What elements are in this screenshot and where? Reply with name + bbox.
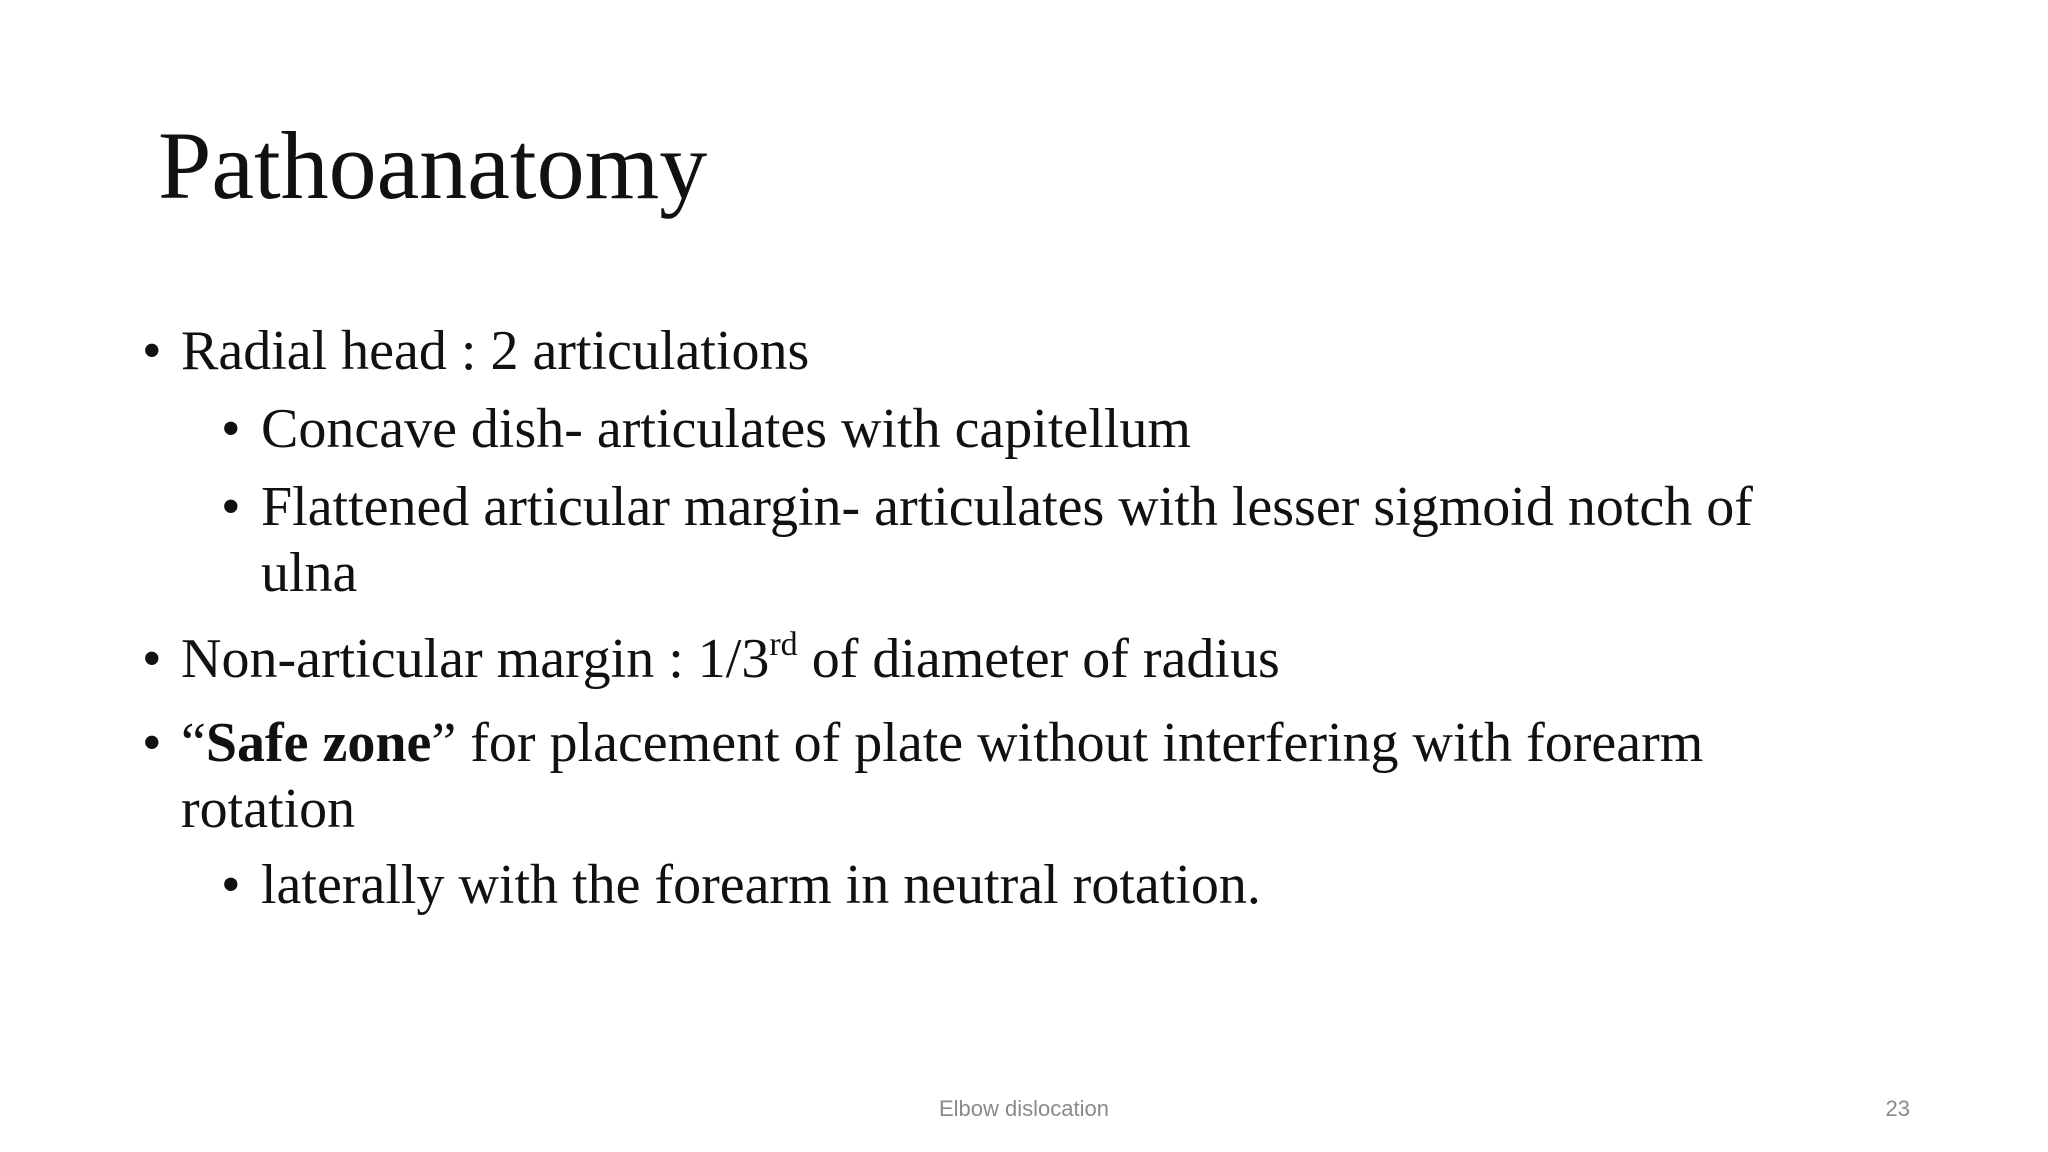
non-articular-text: Non-articular margin : 1/3: [181, 628, 770, 690]
slide-title: Pathoanatomy: [158, 112, 708, 219]
bullet-marker: •: [142, 320, 162, 382]
open-quote: “: [181, 712, 206, 774]
sub-bullet-marker: •: [221, 476, 241, 538]
sub-bullet-marker: •: [221, 854, 241, 916]
sub-bullet-flattened-margin: Flattened articular margin- articulates with lesser sigmoid notch of: [261, 476, 1753, 538]
sub-bullet-concave-dish: Concave dish- articulates with capitellum: [261, 398, 1191, 460]
bullet-marker: •: [142, 628, 162, 690]
bullet-radial-head: Radial head : 2 articulations: [181, 320, 810, 382]
non-articular-text-end: of diameter of radius: [797, 628, 1280, 690]
bullet-non-articular-margin: [181, 626, 1280, 692]
slide-footer: Elbow dislocation: [939, 1096, 1109, 1121]
sub-bullet-flattened-margin-continued: ulna: [261, 542, 358, 604]
ordinal-suffix: rd: [769, 626, 798, 663]
bullet-safe-zone: [181, 710, 1703, 776]
sub-bullet-marker: •: [221, 398, 241, 460]
safe-zone-bold: Safe zone: [205, 712, 432, 774]
bullet-safe-zone-continued: rotation: [181, 778, 356, 840]
sub-bullet-laterally: laterally with the forearm in neutral rotation.: [261, 854, 1261, 916]
slide-page-number: 23: [1885, 1096, 1910, 1121]
safe-zone-text: ” for placement of plate without interfering with forearm: [431, 712, 1704, 774]
bullet-marker: •: [142, 712, 162, 774]
